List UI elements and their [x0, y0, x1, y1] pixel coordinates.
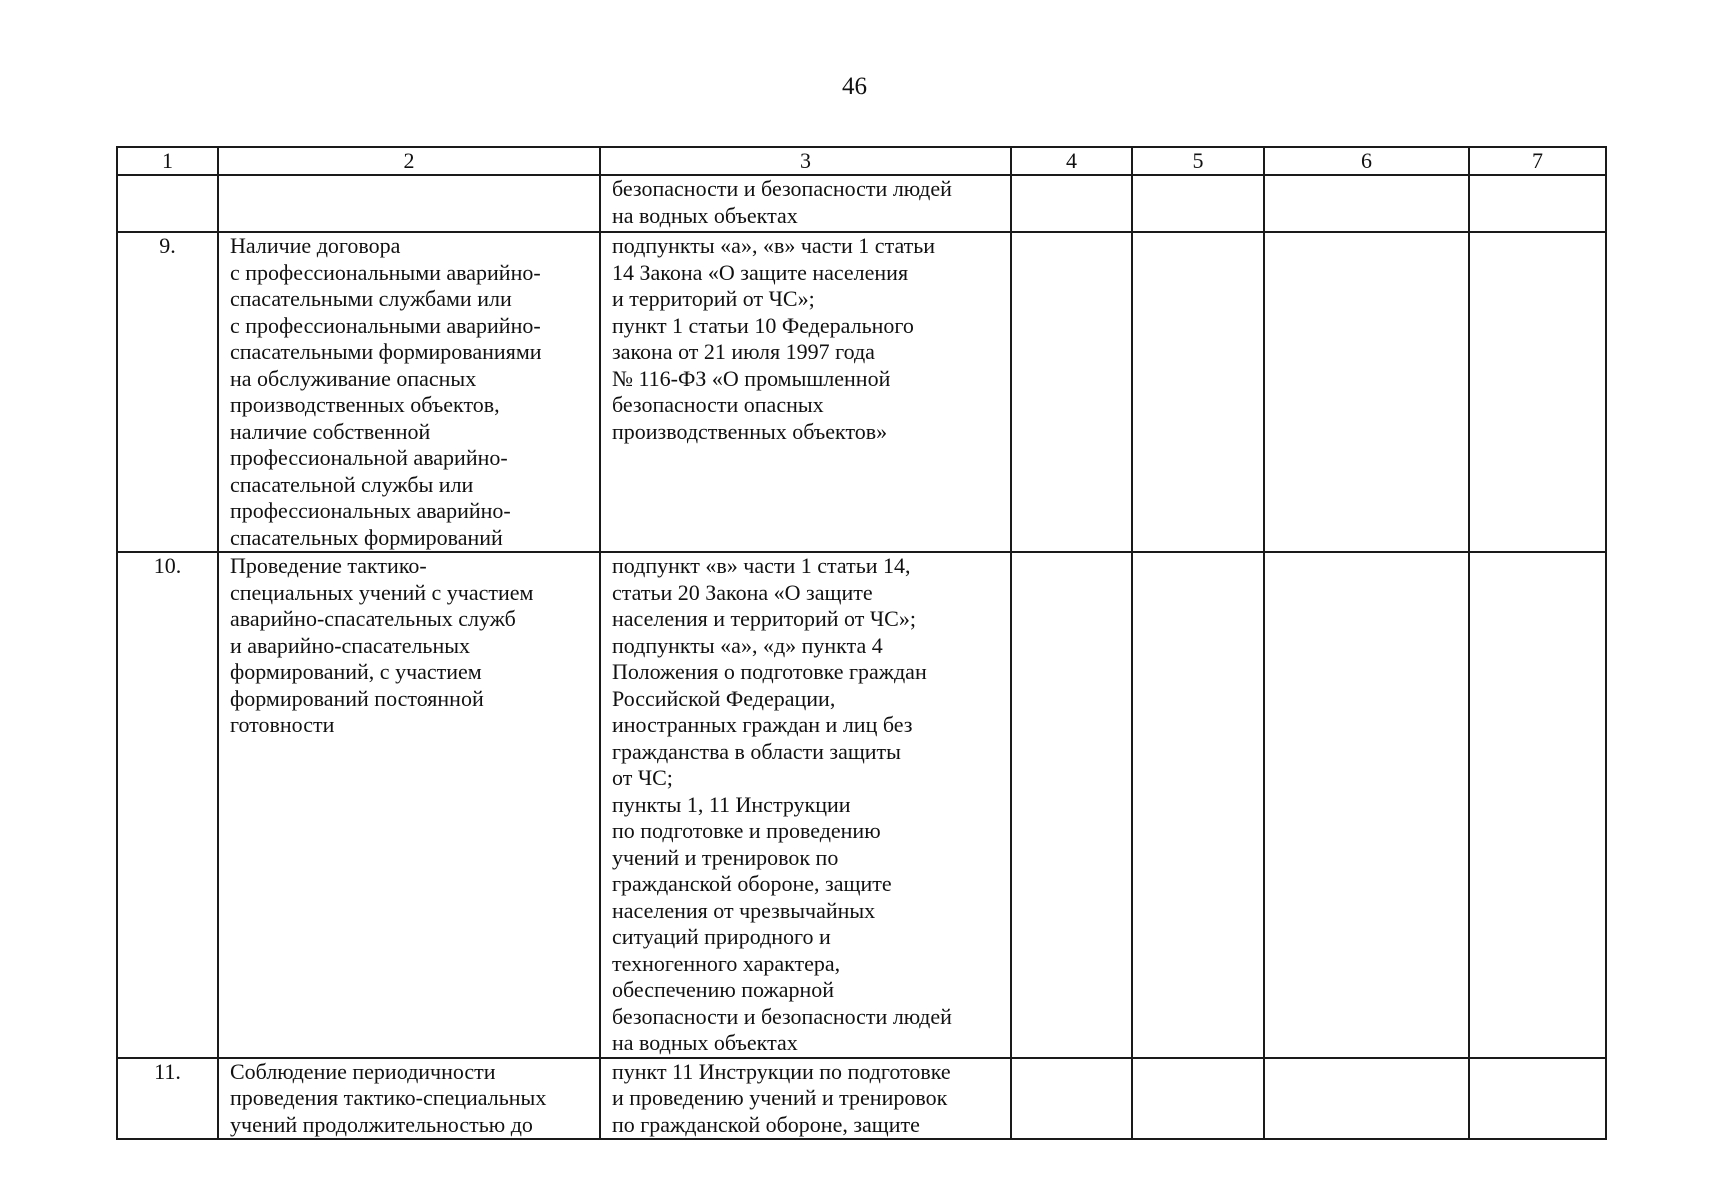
requirement-cell: Соблюдение периодичности проведения тактико-специальных учений продолжительностью до — [218, 1058, 600, 1140]
column-header: 7 — [1469, 147, 1606, 175]
legal-basis-cell: подпункт «в» части 1 статьи 14, статьи 20 Закона «О защите населения и территорий от ЧС»; подпункты «а», «д» пункта 4 Положения о подготовке граждан Российской Федерации, иностранных граждан и лиц без гражданства в области защиты от ЧС; пункты 1, 11 Инструкции по подготовке и проведению учений и тренировок по гражданской обороне, защите населения от чрезвычайных ситуаций природного и техногенного характера, обеспечению пожарной безопасности и безопасности людей на водных объектах — [600, 552, 1011, 1058]
column-header: 6 — [1264, 147, 1469, 175]
table-row — [117, 175, 1606, 232]
empty-cell — [1469, 1058, 1606, 1140]
requirement-cell: Наличие договора с профессиональными аварийно- спасательными службами или с профессиональными аварийно- спасательными формированиями на обслуживание опасных производственных объектов, наличие собственной профессиональной аварийно- спасательной службы или профессиональных аварийно- спасательных формирований — [218, 232, 600, 552]
empty-cell — [1011, 1058, 1132, 1140]
row-number: 11. — [117, 1058, 218, 1140]
empty-cell — [1469, 232, 1606, 552]
legal-basis-cell: безопасности и безопасности людей на водных объектах — [600, 175, 1011, 232]
legal-basis-cell: пункт 11 Инструкции по подготовке и проведению учений и тренировок по гражданской обороне, защите — [600, 1058, 1011, 1140]
empty-cell — [1132, 552, 1264, 1058]
requirement-cell: Проведение тактико- специальных учений с участием аварийно-спасательных служб и аварийно-спасательных формирований, с участием формирований постоянной готовности — [218, 552, 600, 1058]
page-number: 46 — [842, 73, 867, 100]
empty-cell — [1264, 175, 1469, 232]
empty-cell — [1264, 552, 1469, 1058]
column-header: 4 — [1011, 147, 1132, 175]
empty-cell — [1132, 232, 1264, 552]
row-number: 10. — [117, 552, 218, 1058]
empty-cell — [1469, 175, 1606, 232]
empty-cell — [1132, 1058, 1264, 1140]
empty-cell — [1011, 175, 1132, 232]
table-row — [117, 232, 1606, 552]
column-header: 2 — [218, 147, 600, 175]
row-number: 9. — [117, 232, 218, 552]
requirements-table — [116, 146, 1607, 1140]
table-row — [117, 1058, 1606, 1140]
empty-cell — [1469, 552, 1606, 1058]
column-header: 3 — [600, 147, 1011, 175]
row-number — [117, 175, 218, 232]
empty-cell — [1264, 1058, 1469, 1140]
requirement-cell — [218, 175, 600, 232]
empty-cell — [1011, 232, 1132, 552]
column-header: 1 — [117, 147, 218, 175]
empty-cell — [1264, 232, 1469, 552]
column-header: 5 — [1132, 147, 1264, 175]
table-header-row — [117, 147, 1606, 175]
legal-basis-cell: подпункты «а», «в» части 1 статьи 14 Закона «О защите населения и территорий от ЧС»; пункт 1 статьи 10 Федерального закона от 21 июля 1997 года № 116-ФЗ «О промышленной безопасности опасных производственных объектов» — [600, 232, 1011, 552]
table-row — [117, 552, 1606, 1058]
empty-cell — [1011, 552, 1132, 1058]
empty-cell — [1132, 175, 1264, 232]
